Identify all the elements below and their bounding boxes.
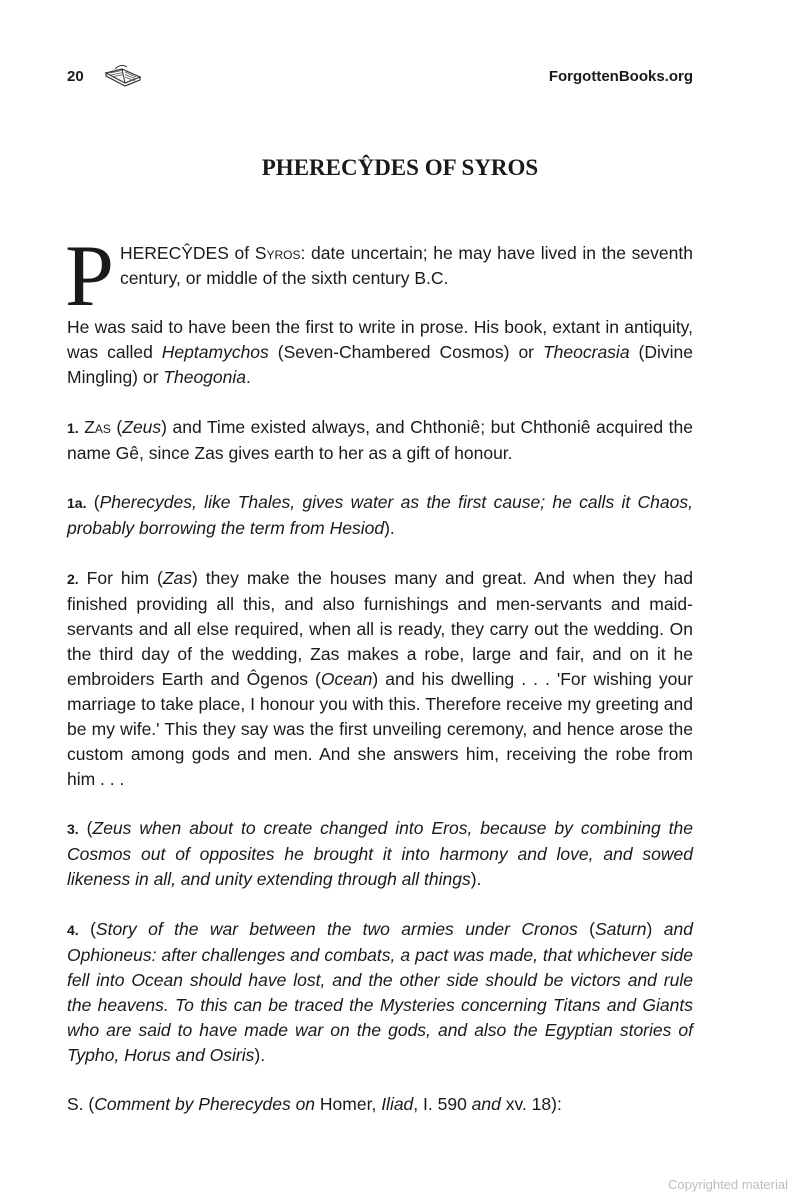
page-number: 20: [67, 68, 84, 85]
text-span: (: [577, 918, 595, 939]
italic-span: Iliad: [381, 1094, 414, 1114]
text-span: He was said to have been the first to write in prose. His book, extant in antiquity, was called: [67, 317, 693, 362]
italic-span: Story of the war between the two armies under Cronos: [95, 918, 578, 939]
italic-span: Zeus when about to create changed into Eros, because by combining the Cosmos out of opposites he brought it into harmony and love, and sowed likeness in all, and unity extending through all things: [67, 818, 693, 889]
fragment-1: [67, 415, 693, 466]
text-span: ).: [470, 869, 482, 889]
text-span: (Divine Mingling) or: [67, 342, 693, 387]
italic-span: Saturn: [594, 918, 647, 939]
italic-span: Pherecydes, like Thales, gives water as the first cause; he calls it Chaos, probably borrowing the term from Hesiod: [67, 492, 693, 538]
text-span: For him (: [78, 567, 163, 588]
italic-span: Heptamychos: [161, 342, 269, 362]
italic-span: and: [471, 1094, 501, 1114]
italic-span: Ocean: [320, 668, 373, 689]
text-span: ) and his dwelling . . . 'For wishing your marriage to take place, I honour you with this. Therefore receive my greeting and be my wife.' This they say was the first unveiling ceremony, and hence arose the custom among gods and men. And she answers him, receiving the robe from him . . .: [67, 668, 693, 789]
italic-span: Zeus: [122, 416, 162, 437]
fragment-s: [67, 1092, 693, 1117]
page-title: PHERECŶDES OF SYROS: [261, 155, 539, 180]
site-name: ForgottenBooks.org: [548, 68, 693, 85]
name-text: HERECŶDES: [119, 243, 229, 263]
text-span: (Seven-Chambered Cosmos) or: [268, 342, 543, 362]
text-span: (: [110, 416, 123, 437]
fragment-number: 1a.: [67, 495, 87, 511]
drop-cap: P: [65, 228, 114, 325]
italic-span: Comment by Pherecydes on: [94, 1094, 316, 1114]
fragment-2: [67, 566, 693, 792]
text-span: ).: [384, 518, 395, 538]
place-name: Syros: [254, 243, 301, 263]
fragment-number: 1.: [67, 419, 79, 436]
italic-span: Theocrasia: [542, 342, 630, 362]
text-span: (: [78, 918, 96, 939]
fragment-1a: [67, 490, 693, 541]
text-span: xv. 18):: [500, 1094, 562, 1114]
text-span: (: [86, 492, 100, 512]
text-span: .: [246, 367, 251, 387]
italic-span: and Ophioneus: after challenges and combats, a pact was made, that whichever side fell into Ocean should have lost, and the other side should be victors and rule the heavens. To this can be traced the Mysteries concerning Titans and Giants who are said to have made war on the gods, and also the Egyptian stories of Typho, Horus and Osiris: [67, 918, 693, 1065]
text-span: S. (: [67, 1094, 95, 1114]
intro-text: : date uncertain; he may have lived in the seventh century, or middle of the sixth century B.C.: [119, 243, 693, 288]
fragment-number: 3.: [67, 821, 79, 837]
italic-span: Zas: [162, 567, 193, 588]
text-span: ) and Time existed always, and Chthoniê; but Chthoniê acquired the name Gê, since Zas gives earth to her as a gift of honour.: [67, 416, 693, 463]
italic-span: Theogonia: [163, 367, 247, 387]
main-text: [65, 228, 693, 1142]
small-caps-span: Zas: [84, 416, 111, 437]
text-span: (: [78, 818, 93, 838]
of-text: of: [234, 243, 250, 263]
text-span: Homer,: [315, 1094, 382, 1114]
page-header: [67, 64, 693, 92]
open-book-icon: [103, 64, 143, 95]
text-span: , I. 590: [413, 1094, 472, 1114]
text-span: ): [646, 918, 664, 939]
text-span: ) they make the houses many and great. And when they had finished providing all this, and also furnishings and men-servants and maid-servants and all else required, when all is ready, they carry out the wedding. On the third day of the wedding, Zas makes a robe, large and fair, and on it he embroiders Earth and Ôgenos (: [67, 567, 693, 689]
copyright-notice: Copyrighted material: [668, 1177, 788, 1192]
fragment-number: 4.: [67, 921, 79, 938]
text-span: ).: [254, 1044, 266, 1065]
book-paragraph: [67, 315, 693, 390]
fragment-number: 2.: [67, 570, 79, 587]
intro-paragraph: [65, 228, 693, 325]
fragment-3: [67, 816, 693, 892]
fragment-4: [67, 917, 693, 1068]
